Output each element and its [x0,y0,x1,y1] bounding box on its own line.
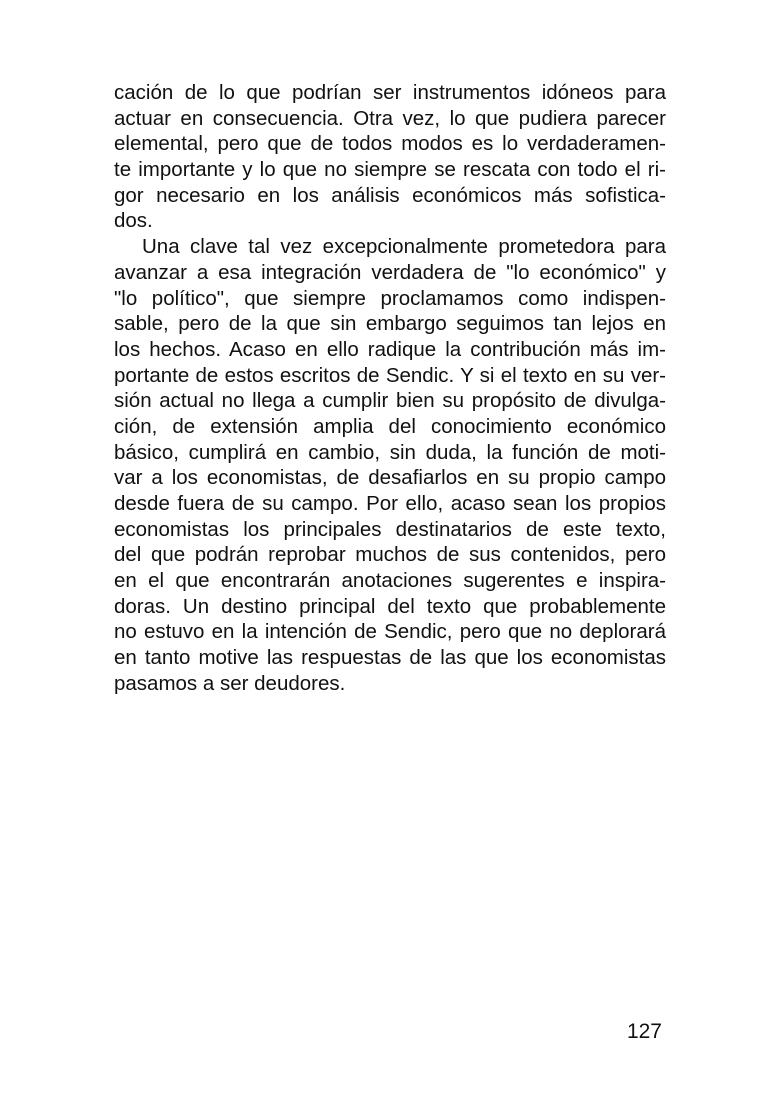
page-number: 127 [626,1020,662,1043]
paragraph-1 [114,80,666,234]
text-line: no estuvo en la intención de Sendic, pero que no deplorará [114,620,666,644]
text-line: los hechos. Acaso en ello radique la contribución más im- [114,337,666,361]
text-line: sable, pero de la que sin embargo seguimos tan lejos en [114,312,666,336]
text-line: en tanto motive las respuestas de las que los economistas [114,646,666,670]
body-text [114,80,666,697]
text-line: Una clave tal vez excepcionalmente prometedora para [142,235,666,259]
text-line: ción, de extensión amplia del conocimiento económico [114,414,666,438]
text-line: dos. [114,209,153,233]
text-line: del que podrán reprobar muchos de sus contenidos, pero [114,543,666,567]
text-line: en el que encontrarán anotaciones sugerentes e inspira- [114,569,666,593]
text-line: te importante y lo que no siempre se rescata con todo el ri- [114,158,666,182]
text-line: elemental, pero que de todos modos es lo verdaderamen- [114,132,666,156]
text-line: var a los economistas, de desafiarlos en su propio campo [114,466,666,490]
text-line: economistas los principales destinatarios de este texto, [114,517,666,541]
text-line: portante de estos escritos de Sendic. Y si el texto en su ver- [114,363,666,387]
text-line: cación de lo que podrían ser instrumentos idóneos para [114,81,666,104]
text-line: desde fuera de su campo. Por ello, acaso sean los propios [114,492,666,515]
text-line: pasamos a ser deudores. [114,671,346,695]
paragraph-2 [114,234,666,696]
text-line: gor necesario en los análisis económicos más sofistica- [114,183,666,207]
text-line: básico, cumplirá en cambio, sin duda, la función de moti- [114,440,666,464]
text-line: sión actual no llega a cumplir bien su propósito de divulga- [114,389,666,413]
text-line: doras. Un destino principal del texto que probablemente [114,594,666,618]
text-line: avanzar a esa integración verdadera de "lo económico" y [114,260,666,284]
text-line: "lo político", que siempre proclamamos como indispen- [114,286,666,310]
text-line: actuar en consecuencia. Otra vez, lo que pudiera parecer [114,106,666,130]
